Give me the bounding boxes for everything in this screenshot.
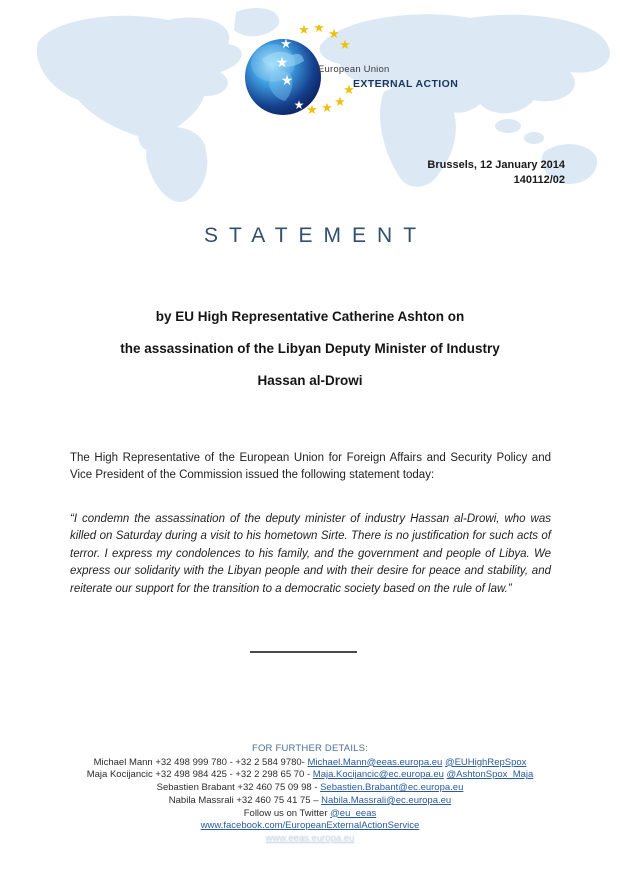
logo-european-union-label: European Union <box>318 64 390 75</box>
footer-link[interactable]: @AshtonSpox_Maja <box>446 769 534 781</box>
footer-contact-line <box>20 782 600 795</box>
dateline-place-date: Brussels, 12 January 2014 <box>427 159 565 171</box>
footer-text: Follow us on Twitter <box>243 807 331 819</box>
signature-divider <box>250 651 357 653</box>
subject-line-2: the assassination of the Libyan Deputy Minister of Industry <box>120 341 500 356</box>
footer-heading: FOR FURTHER DETAILS: <box>251 743 369 754</box>
subject-heading <box>40 301 580 397</box>
subject-line-3: Hassan al-Drowi <box>257 373 363 388</box>
svg-text:★: ★ <box>287 26 299 40</box>
footer-contact-line <box>20 833 600 846</box>
svg-text:★: ★ <box>275 55 289 71</box>
footer-contact-line <box>20 795 600 808</box>
footer-text: Michael Mann +32 498 999 780 - +32 2 584 9780- <box>93 756 308 768</box>
svg-text:★: ★ <box>334 95 346 110</box>
footer-contact-line <box>20 808 600 821</box>
dateline <box>427 158 565 188</box>
footer-contact-line <box>20 769 600 782</box>
svg-text:★: ★ <box>313 25 325 36</box>
footer-contact-line <box>20 757 600 770</box>
svg-text:★: ★ <box>306 103 318 118</box>
footer-link[interactable]: www.eeas.europa.eu <box>265 832 355 844</box>
footer-contact-line <box>20 820 600 833</box>
footer-link[interactable]: @EUHighRepSpox <box>444 756 527 768</box>
footer-contact-list <box>20 757 600 846</box>
svg-text:★: ★ <box>280 73 294 89</box>
svg-text:★: ★ <box>298 25 310 38</box>
logo-external-action-label: EXTERNAL ACTION <box>353 78 459 90</box>
dateline-reference-number: 140112/02 <box>513 174 565 186</box>
svg-text:★: ★ <box>280 37 292 52</box>
svg-text:★: ★ <box>339 38 351 53</box>
footer-link[interactable]: Nabila.Massrali@ec.europa.eu <box>321 794 452 806</box>
svg-text:★: ★ <box>343 83 355 98</box>
footer-text: Maja Kocijancic +32 498 984 425 - +32 2 298 65 70 - <box>86 769 313 781</box>
document-title: STATEMENT <box>203 224 428 247</box>
footer-text: Nabila Massrali +32 460 75 41 75 – <box>168 794 322 806</box>
svg-text:★: ★ <box>328 27 340 42</box>
footer-link[interactable]: Maja.Kocijancic@ec.europa.eu <box>312 769 444 781</box>
footer-contacts <box>20 743 600 846</box>
svg-text:★: ★ <box>293 98 305 112</box>
footer-text: Sebastien Brabant +32 460 75 09 98 - <box>156 782 321 794</box>
svg-text:★: ★ <box>321 101 333 116</box>
intro-paragraph: The High Representative of the European Union for Foreign Affairs and Security Policy and Vice President of the Commission issued the following statement today: <box>70 452 551 481</box>
subject-line-1: by EU High Representative Catherine Ashton on <box>155 309 465 324</box>
statement-quote: “I condemn the assassination of the deputy minister of industry Hassan al-Drowi, who was killed on Saturday during a visit to his hometown Sirte. There is no justification for such acts of terror. I express my condolences to his family, and the government and people of Libya. We express our solidarity with the Libyan people and with their desire for peace and stability, and reiterate our support for the transition to a democratic society based on the rule of law.” <box>70 513 551 595</box>
footer-link[interactable]: www.facebook.com/EuropeanExternalActionService <box>200 820 420 832</box>
footer-link[interactable]: @eu_eeas <box>330 807 377 819</box>
footer-link[interactable]: Michael.Mann@eeas.europa.eu <box>307 756 443 768</box>
footer-link[interactable]: Sebastien.Brabant@ec.europa.eu <box>320 782 464 794</box>
logo-wordmark <box>318 64 458 90</box>
